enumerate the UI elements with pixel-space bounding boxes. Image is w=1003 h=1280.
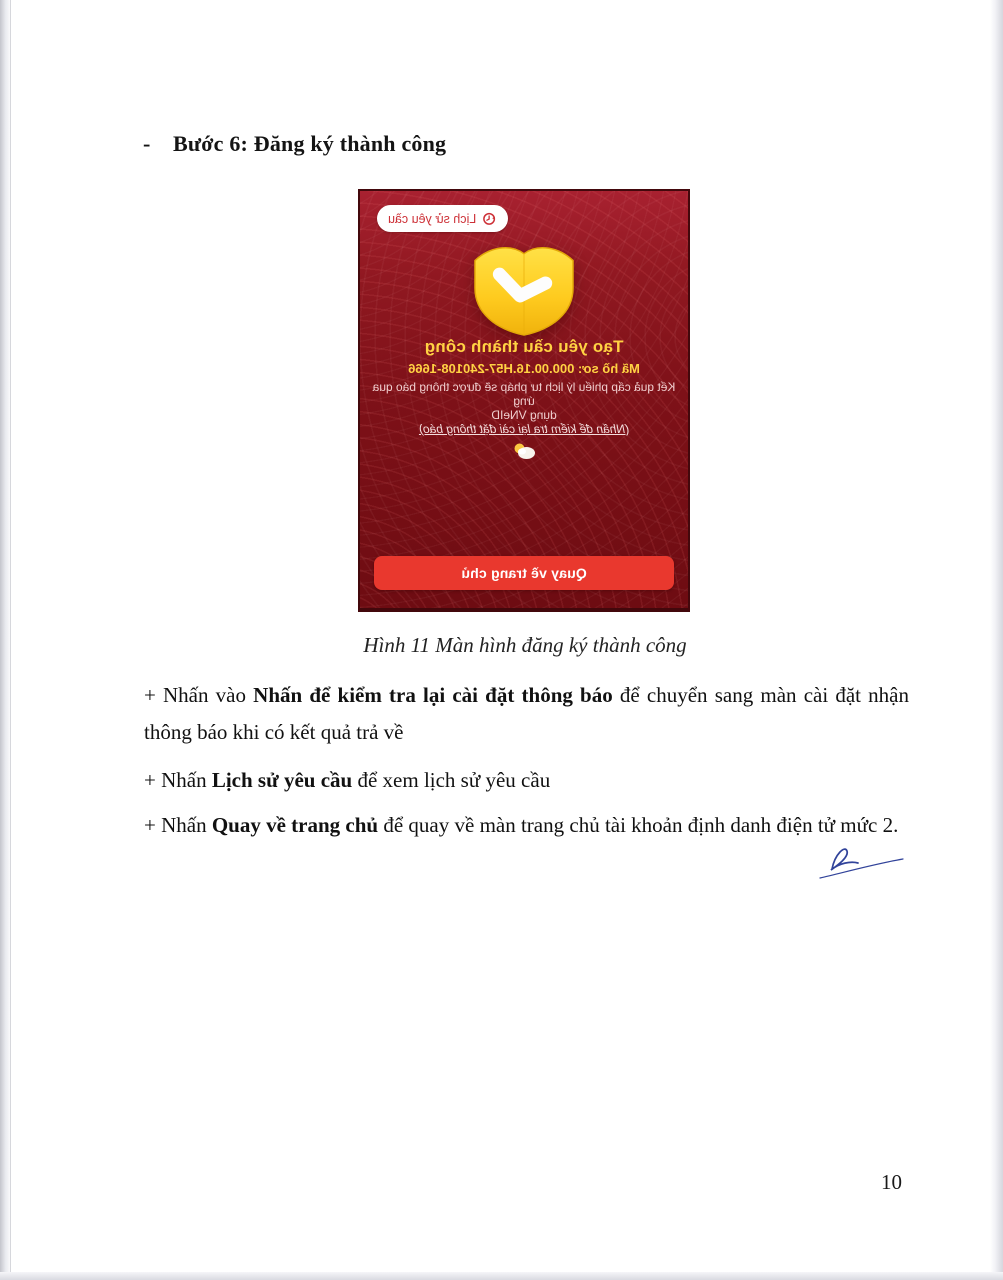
file-code: Mã hồ sơ: 000.00.16.H57-240108-1666 [408,361,640,376]
p2-post: để xem lịch sử yêu cầu [352,768,551,792]
page-number: 10 [881,1170,902,1194]
app-screenshot-figure [358,189,690,612]
history-button-label: Lịch sử yêu cầu [388,211,477,226]
p1-post: để chuyển sang màn cài đặt nhận thông báo khi có kết quả trả về [144,683,909,744]
result-description-line2: dụng VNeID [491,408,557,422]
handwritten-signature [810,836,910,889]
p3-post: để quay về màn trang chủ tài khoản định danh điện tử mức 2. [378,813,899,837]
heading-dash: - [143,131,151,156]
success-title: Tạo yêu cầu thành công [424,337,624,356]
instruction-paragraph-3 [144,807,909,844]
tap-hand-icon [511,442,537,465]
p3-pre: + Nhấn [144,813,212,837]
shield-check-icon [464,237,584,344]
notification-settings-link: (Nhấn để kiểm tra lại cài đặt thông báo) [418,422,630,436]
p2-bold: Lịch sử yêu cầu [211,768,353,792]
step-heading [143,131,446,157]
figure-caption: Hình 11 Màn hình đăng ký thành công [363,633,687,657]
heading-text: Bước 6: Đăng ký thành công [173,131,447,156]
home-button: Quay về trang chủ [374,556,674,590]
result-description [370,380,678,422]
history-button [377,205,508,232]
scan-edge-left [0,0,11,1280]
p1-pre: + Nhấn vào [144,683,254,707]
scan-edge-right [990,0,1003,1280]
p3-bold: Quay về trang chủ [211,813,379,837]
result-description-line1: Kết quả cấp phiếu lý lịch tư pháp sẽ được thông báo qua ứng [372,380,676,408]
history-icon [482,211,497,226]
instruction-paragraph-1 [144,677,909,751]
instruction-paragraph-2 [144,762,909,799]
p1-bold: Nhấn để kiểm tra lại cài đặt thông báo [253,683,613,707]
scan-edge-bottom [0,1272,1003,1280]
app-screenshot-mirrored-content [360,191,688,608]
p2-pre: + Nhấn [144,768,212,792]
